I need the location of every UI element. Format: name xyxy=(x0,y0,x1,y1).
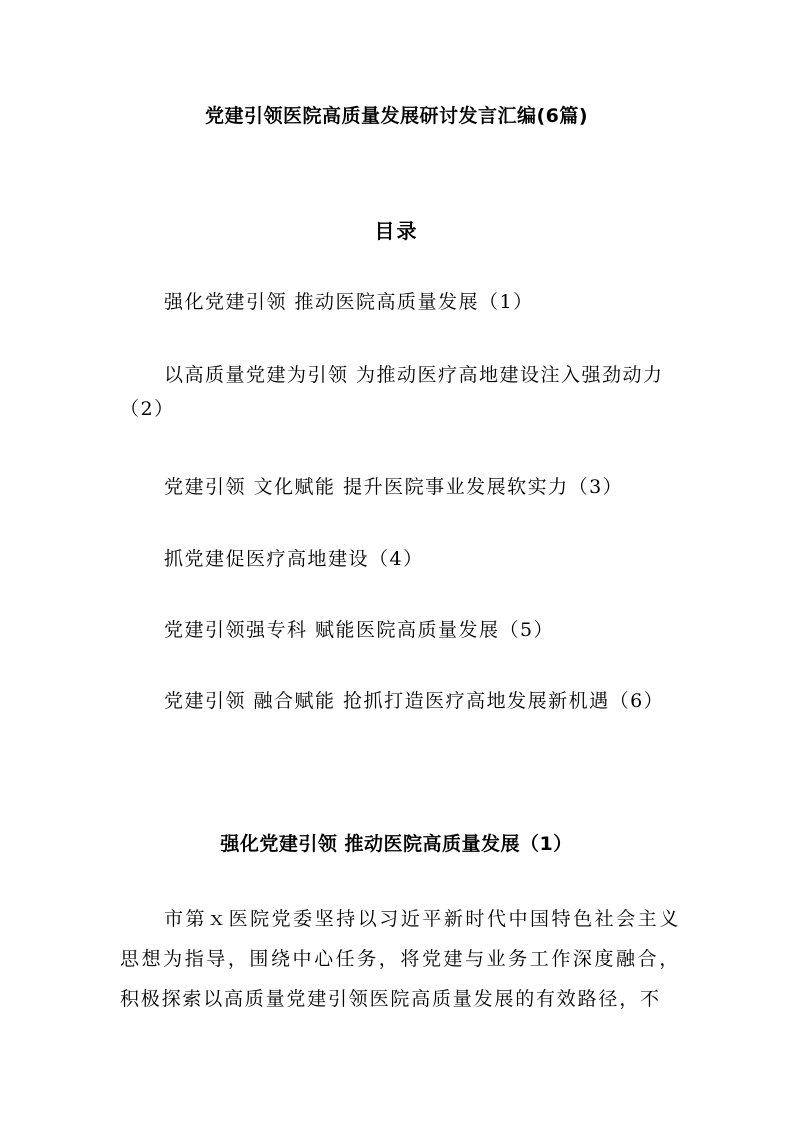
section-title: 强化党建引领 推动医院高质量发展（1） xyxy=(220,833,573,855)
document-title: 党建引领医院高质量发展研讨发言汇编(6篇) xyxy=(204,105,589,127)
body-paragraph: 市第ｘ医院党委坚持以习近平新时代中国特色社会主义思想为指导，围绕中心任务，将党建与业务工作深度融合，积极探索以高质量党建引领医院高质量发展的有效路径，不 xyxy=(120,908,680,1010)
toc-item-4[interactable]: 抓党建促医疗高地建设（4） xyxy=(164,548,424,570)
toc-item-6[interactable]: 党建引领 融合赋能 抢抓打造医疗高地发展新机遇（6） xyxy=(164,690,665,712)
toc-item-2[interactable]: 以高质量党建为引领 为推动医疗高地建设注入强劲动力（2） xyxy=(120,364,664,420)
toc-item-3[interactable]: 党建引领 文化赋能 提升医院事业发展软实力（3） xyxy=(164,476,624,498)
toc-item-5[interactable]: 党建引领强专科 赋能医院高质量发展（5） xyxy=(164,619,555,641)
toc-heading: 目录 xyxy=(374,219,419,243)
toc-item-1[interactable]: 强化党建引领 推动医院高质量发展（1） xyxy=(164,291,534,313)
